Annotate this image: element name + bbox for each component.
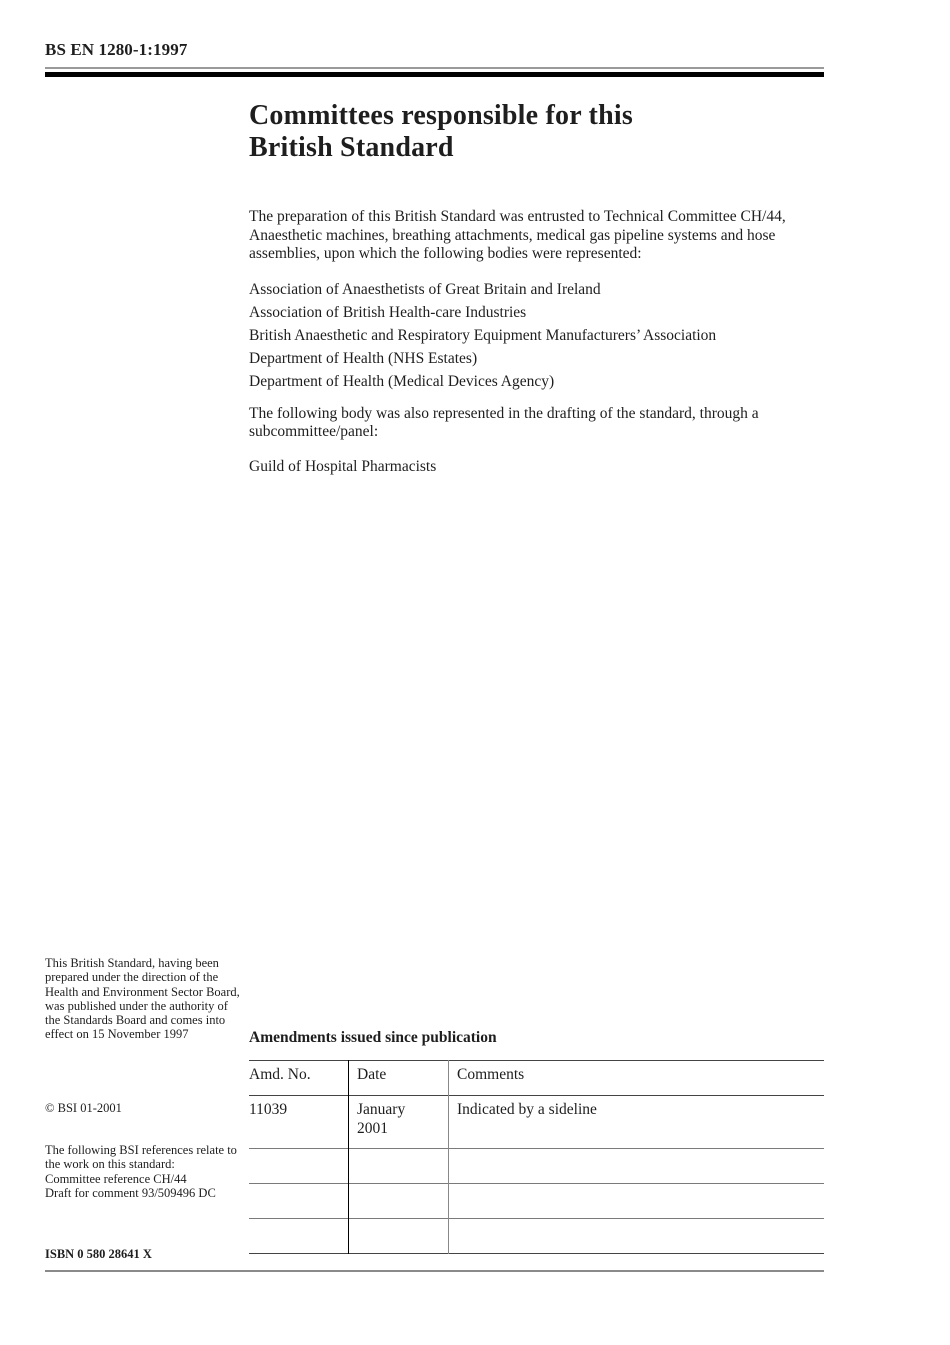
table-row	[249, 1096, 824, 1149]
intro-paragraph: The preparation of this British Standard was entrusted to Technical Committee CH/44, Anaesthetic machines, breathing attachments, medical gas pipeline systems and hose assemblies, upon which the following bodies were represented:	[249, 208, 786, 262]
table-row	[249, 1184, 824, 1219]
table-header-row	[249, 1061, 824, 1096]
cell-date	[349, 1184, 449, 1219]
list-item: Association of Anaesthetists of Great Britain and Ireland	[249, 280, 601, 298]
cell-amd-no	[249, 1219, 349, 1254]
publication-note: This British Standard, having been prepared under the direction of the Health and Environment Sector Board, was published under the authority of the Standards Board and comes into effect on 15 November 1997	[45, 956, 240, 1042]
page-title	[249, 100, 829, 164]
table-row	[249, 1149, 824, 1184]
header-rule-thin	[45, 67, 824, 69]
cell-comments	[449, 1184, 825, 1219]
amendments-title: Amendments issued since publication	[249, 1029, 497, 1046]
cell-amd-no	[249, 1184, 349, 1219]
table-row	[249, 1219, 824, 1254]
copyright-notice: © BSI 01-2001	[45, 1101, 122, 1115]
cell-date	[349, 1219, 449, 1254]
references-intro: The following BSI references relate to the work on this standard:	[45, 1143, 237, 1172]
list-item: Association of British Health-care Industries	[249, 303, 527, 321]
cell-date	[349, 1149, 449, 1184]
title-line-1: Committees responsible for this	[249, 100, 633, 131]
title-line-2: British Standard	[249, 132, 454, 163]
draft-reference: Draft for comment 93/509496 DC	[45, 1185, 216, 1200]
list-item: Department of Health (NHS Estates)	[249, 349, 478, 367]
committee-reference: Committee reference CH/44	[45, 1171, 187, 1186]
column-header-date: Date	[349, 1061, 449, 1096]
main-content	[249, 100, 829, 476]
isbn: ISBN 0 580 28641 X	[45, 1247, 152, 1261]
represented-bodies-list	[249, 278, 829, 393]
cell-amd-no: 11039	[249, 1096, 349, 1149]
header-rule-thick	[45, 72, 824, 77]
also-represented-paragraph: The following body was also represented in the drafting of the standard, through a subcommittee/panel:	[249, 404, 759, 440]
bsi-references	[45, 1143, 240, 1200]
column-header-amd-no: Amd. No.	[249, 1061, 349, 1096]
amendments-table	[249, 1060, 824, 1254]
cell-comments	[449, 1219, 825, 1254]
list-item: British Anaesthetic and Respiratory Equipment Manufacturers’ Association	[249, 326, 717, 344]
footer-rule	[45, 1270, 824, 1272]
document-id: BS EN 1280-1:1997	[45, 40, 188, 59]
column-header-comments: Comments	[457, 1066, 525, 1083]
cell-comments	[449, 1149, 825, 1184]
cell-amd-no	[249, 1149, 349, 1184]
subcommittee-body: Guild of Hospital Pharmacists	[249, 457, 437, 475]
cell-comments: Indicated by a sideline	[457, 1101, 597, 1118]
cell-date: January 2001	[349, 1096, 449, 1149]
list-item: Department of Health (Medical Devices Agency)	[249, 372, 555, 390]
